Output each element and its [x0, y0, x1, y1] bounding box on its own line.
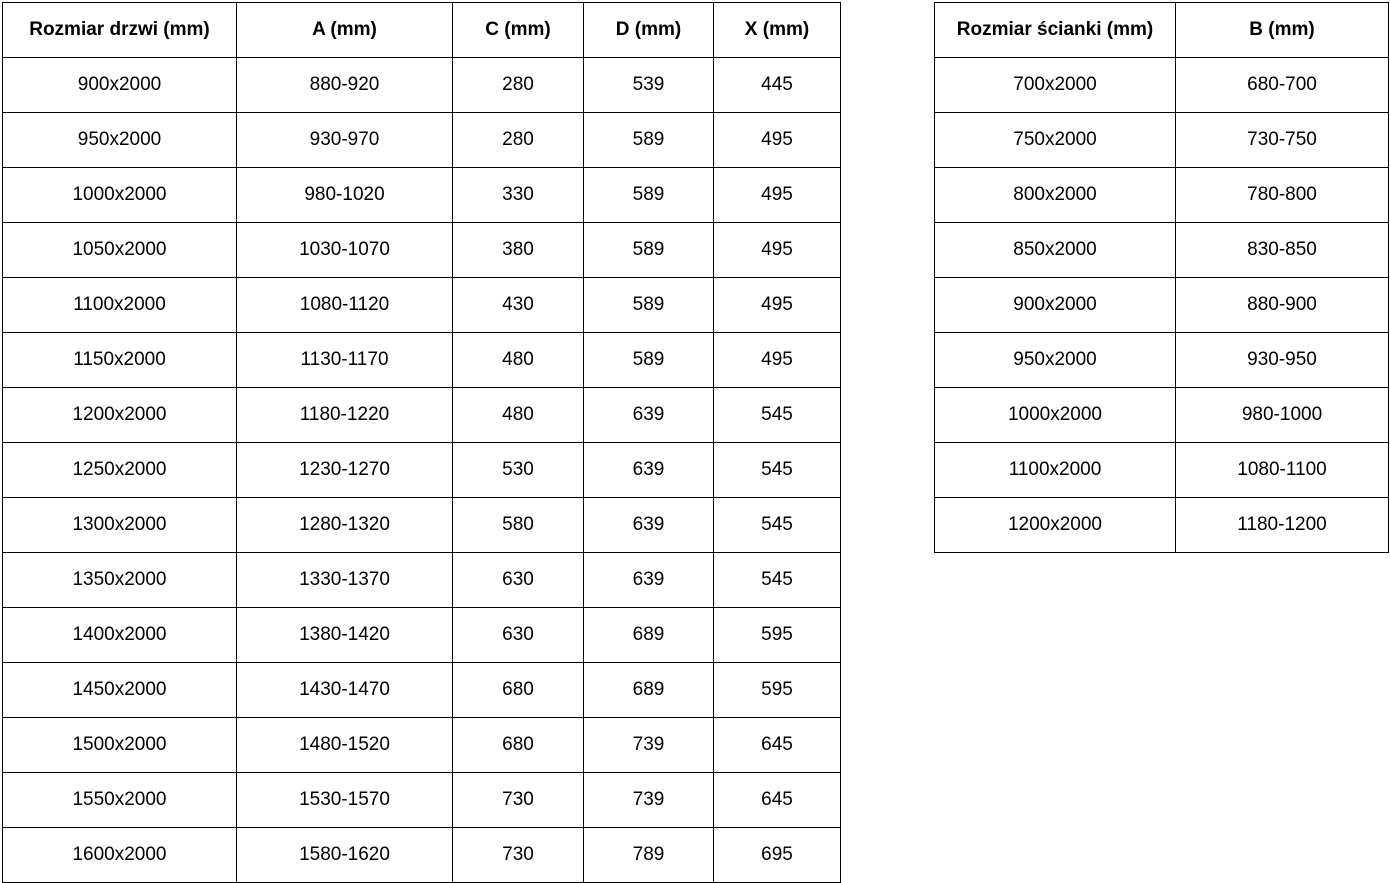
- cell-door-size: 1250x2000: [3, 443, 237, 498]
- table-row: [3, 58, 841, 113]
- cell-wall-size: 1200x2000: [935, 498, 1176, 553]
- cell-c: 280: [453, 58, 584, 113]
- table-row: [3, 773, 841, 828]
- cell-door-size: 1500x2000: [3, 718, 237, 773]
- cell-a: 1380-1420: [237, 608, 453, 663]
- cell-wall-size: 900x2000: [935, 278, 1176, 333]
- cell-c: 480: [453, 333, 584, 388]
- column-header-b: B (mm): [1176, 3, 1389, 58]
- table-row: [935, 388, 1389, 443]
- table-row: [3, 718, 841, 773]
- cell-a: 1030-1070: [237, 223, 453, 278]
- cell-door-size: 1150x2000: [3, 333, 237, 388]
- cell-d: 739: [584, 773, 714, 828]
- cell-x: 645: [714, 773, 841, 828]
- cell-d: 639: [584, 553, 714, 608]
- cell-d: 639: [584, 498, 714, 553]
- cell-b: 730-750: [1176, 113, 1389, 168]
- cell-c: 630: [453, 608, 584, 663]
- cell-door-size: 1300x2000: [3, 498, 237, 553]
- cell-door-size: 1450x2000: [3, 663, 237, 718]
- table-row: [3, 663, 841, 718]
- cell-c: 380: [453, 223, 584, 278]
- cell-b: 680-700: [1176, 58, 1389, 113]
- column-header-a: A (mm): [237, 3, 453, 58]
- table-row: [3, 333, 841, 388]
- door-table-body: [3, 58, 841, 883]
- cell-door-size: 1400x2000: [3, 608, 237, 663]
- cell-door-size: 1550x2000: [3, 773, 237, 828]
- column-header-x: X (mm): [714, 3, 841, 58]
- cell-a: 980-1020: [237, 168, 453, 223]
- cell-door-size: 900x2000: [3, 58, 237, 113]
- cell-d: 739: [584, 718, 714, 773]
- cell-x: 645: [714, 718, 841, 773]
- cell-x: 545: [714, 388, 841, 443]
- cell-a: 1530-1570: [237, 773, 453, 828]
- cell-b: 980-1000: [1176, 388, 1389, 443]
- cell-d: 589: [584, 333, 714, 388]
- cell-door-size: 1350x2000: [3, 553, 237, 608]
- cell-d: 589: [584, 278, 714, 333]
- cell-d: 589: [584, 168, 714, 223]
- cell-c: 680: [453, 718, 584, 773]
- table-row: [3, 553, 841, 608]
- cell-wall-size: 850x2000: [935, 223, 1176, 278]
- column-header-wall-size: Rozmiar ścianki (mm): [935, 3, 1176, 58]
- wall-dimensions-table: [934, 2, 1389, 553]
- table-row: [3, 828, 841, 883]
- table-row: [935, 223, 1389, 278]
- cell-d: 639: [584, 443, 714, 498]
- cell-d: 589: [584, 223, 714, 278]
- table-row: [935, 58, 1389, 113]
- cell-d: 589: [584, 113, 714, 168]
- table-row: [3, 498, 841, 553]
- column-header-door-size: Rozmiar drzwi (mm): [3, 3, 237, 58]
- cell-b: 780-800: [1176, 168, 1389, 223]
- table-header-row: [935, 3, 1389, 58]
- cell-x: 495: [714, 333, 841, 388]
- column-header-d: D (mm): [584, 3, 714, 58]
- cell-a: 1280-1320: [237, 498, 453, 553]
- cell-x: 545: [714, 498, 841, 553]
- cell-a: 1080-1120: [237, 278, 453, 333]
- cell-a: 1480-1520: [237, 718, 453, 773]
- cell-a: 1580-1620: [237, 828, 453, 883]
- cell-d: 689: [584, 608, 714, 663]
- cell-door-size: 1000x2000: [3, 168, 237, 223]
- cell-x: 545: [714, 443, 841, 498]
- cell-x: 495: [714, 278, 841, 333]
- cell-c: 530: [453, 443, 584, 498]
- cell-a: 880-920: [237, 58, 453, 113]
- table-row: [3, 113, 841, 168]
- cell-d: 789: [584, 828, 714, 883]
- table-row: [935, 498, 1389, 553]
- cell-x: 595: [714, 663, 841, 718]
- table-row: [3, 608, 841, 663]
- cell-d: 689: [584, 663, 714, 718]
- cell-x: 495: [714, 113, 841, 168]
- cell-x: 545: [714, 553, 841, 608]
- cell-a: 1330-1370: [237, 553, 453, 608]
- table-row: [3, 223, 841, 278]
- cell-c: 630: [453, 553, 584, 608]
- cell-c: 730: [453, 773, 584, 828]
- cell-door-size: 1050x2000: [3, 223, 237, 278]
- cell-a: 1230-1270: [237, 443, 453, 498]
- cell-wall-size: 750x2000: [935, 113, 1176, 168]
- door-dimensions-table: [2, 2, 841, 883]
- cell-b: 1080-1100: [1176, 443, 1389, 498]
- cell-a: 930-970: [237, 113, 453, 168]
- cell-x: 695: [714, 828, 841, 883]
- table-row: [3, 443, 841, 498]
- table-header-row: [3, 3, 841, 58]
- cell-c: 680: [453, 663, 584, 718]
- table-row: [935, 443, 1389, 498]
- cell-door-size: 1600x2000: [3, 828, 237, 883]
- cell-a: 1130-1170: [237, 333, 453, 388]
- wall-table-header: [935, 3, 1389, 58]
- cell-wall-size: 1000x2000: [935, 388, 1176, 443]
- cell-wall-size: 950x2000: [935, 333, 1176, 388]
- cell-c: 330: [453, 168, 584, 223]
- table-row: [3, 278, 841, 333]
- cell-door-size: 1200x2000: [3, 388, 237, 443]
- cell-x: 495: [714, 223, 841, 278]
- cell-wall-size: 1100x2000: [935, 443, 1176, 498]
- cell-c: 280: [453, 113, 584, 168]
- table-row: [935, 168, 1389, 223]
- table-row: [935, 113, 1389, 168]
- cell-x: 595: [714, 608, 841, 663]
- cell-c: 480: [453, 388, 584, 443]
- table-row: [3, 388, 841, 443]
- cell-d: 639: [584, 388, 714, 443]
- cell-door-size: 1100x2000: [3, 278, 237, 333]
- cell-c: 430: [453, 278, 584, 333]
- table-row: [935, 333, 1389, 388]
- cell-wall-size: 700x2000: [935, 58, 1176, 113]
- cell-wall-size: 800x2000: [935, 168, 1176, 223]
- cell-c: 580: [453, 498, 584, 553]
- column-header-c: C (mm): [453, 3, 584, 58]
- cell-x: 495: [714, 168, 841, 223]
- cell-c: 730: [453, 828, 584, 883]
- cell-b: 880-900: [1176, 278, 1389, 333]
- cell-a: 1430-1470: [237, 663, 453, 718]
- door-table-header: [3, 3, 841, 58]
- wall-table-body: [935, 58, 1389, 553]
- table-row: [935, 278, 1389, 333]
- cell-d: 539: [584, 58, 714, 113]
- cell-b: 830-850: [1176, 223, 1389, 278]
- cell-x: 445: [714, 58, 841, 113]
- table-row: [3, 168, 841, 223]
- cell-door-size: 950x2000: [3, 113, 237, 168]
- cell-b: 930-950: [1176, 333, 1389, 388]
- cell-a: 1180-1220: [237, 388, 453, 443]
- cell-b: 1180-1200: [1176, 498, 1389, 553]
